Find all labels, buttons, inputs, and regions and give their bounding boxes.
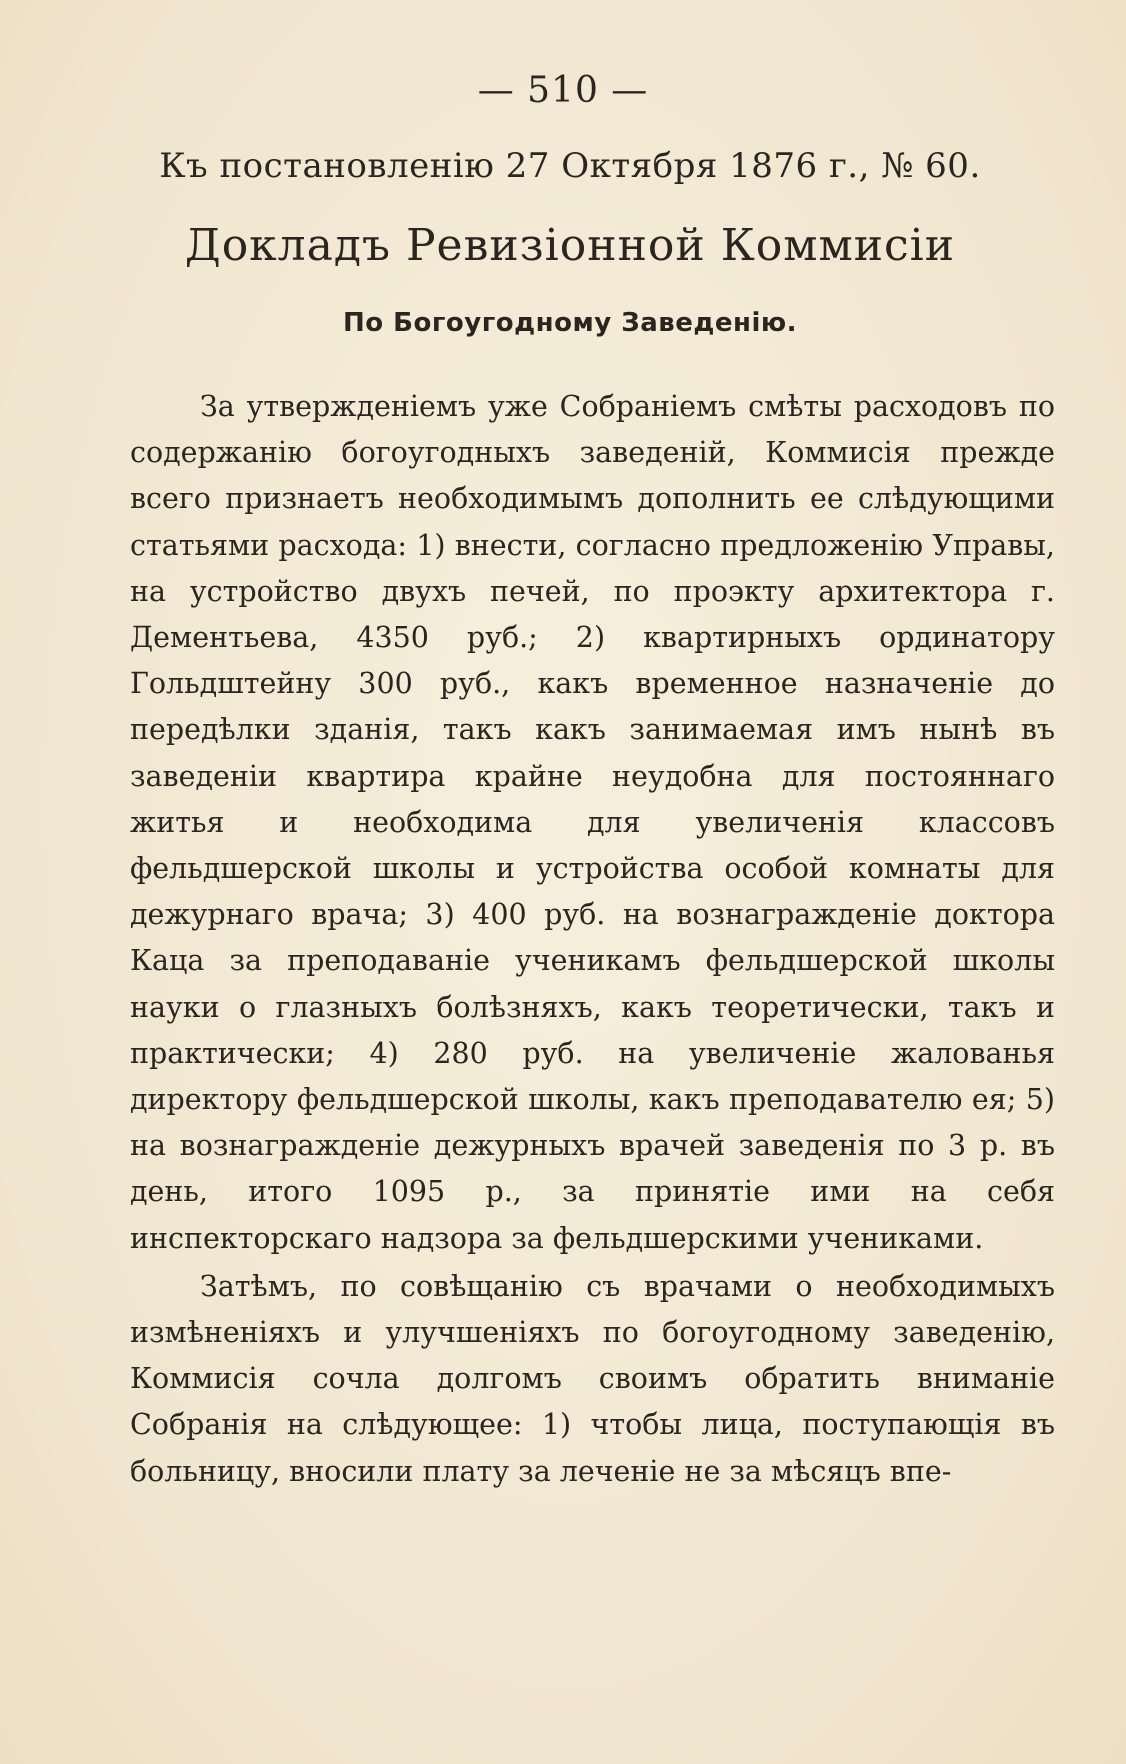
paragraph: Затѣмъ, по совѣщанію съ врачами о необходимыхъ измѣненіяхъ и улучшеніяхъ по богоугодному заведенію, Коммисія сочла долгомъ своимъ обратить вниманіе Собранія на слѣдующее: 1) чтобы лица, поступающія въ больницу, вносили плату за леченіе не за мѣсяцъ впе- bbox=[130, 1269, 1055, 1488]
decree-reference: Къ постановленію 27 Октября 1876 г., № 60. bbox=[159, 146, 981, 186]
page-number: — 510 — bbox=[477, 70, 649, 111]
report-body bbox=[130, 384, 1055, 1495]
report-title: Докладъ Ревизіонной Коммисіи bbox=[184, 220, 956, 271]
report-subtitle: По Богоугодному Заведенію. bbox=[342, 308, 798, 338]
paragraph: За утвержденіемъ уже Собраніемъ смѣты расходовъ по содержанію богоугодныхъ заведеній, Коммисія прежде всего признаетъ необходимымъ дополнить ее слѣдующими статьями расхода: 1) внести, согласно предложенію Управы, на устройство двухъ печей, по проэкту архитектора г. Дементьева, 4350 руб.; 2) квартирныхъ ординатору Гольдштейну 300 руб., какъ временное назначеніе до передѣлки зданія, такъ какъ занимаемая имъ нынѣ въ заведеніи квартира крайне неудобна для постояннаго житья и необходима для увеличенія классовъ фельдшерской школы и устройства особой комнаты для дежурнаго врача; 3) 400 руб. на вознагражденіе доктора Каца за преподаваніе ученикамъ фельдшерской школы науки о глазныхъ болѣзняхъ, какъ теоретически, такъ и практически; 4) 280 руб. на увеличеніе жалованья директору фельдшерской школы, какъ преподавателю ея; 5) на вознагражденіе дежурныхъ врачей заведенія по 3 р. въ день, итого 1095 р., за принятіе ими на себя инспекторскаго надзора за фельдшерскими учениками. bbox=[130, 390, 1055, 1255]
